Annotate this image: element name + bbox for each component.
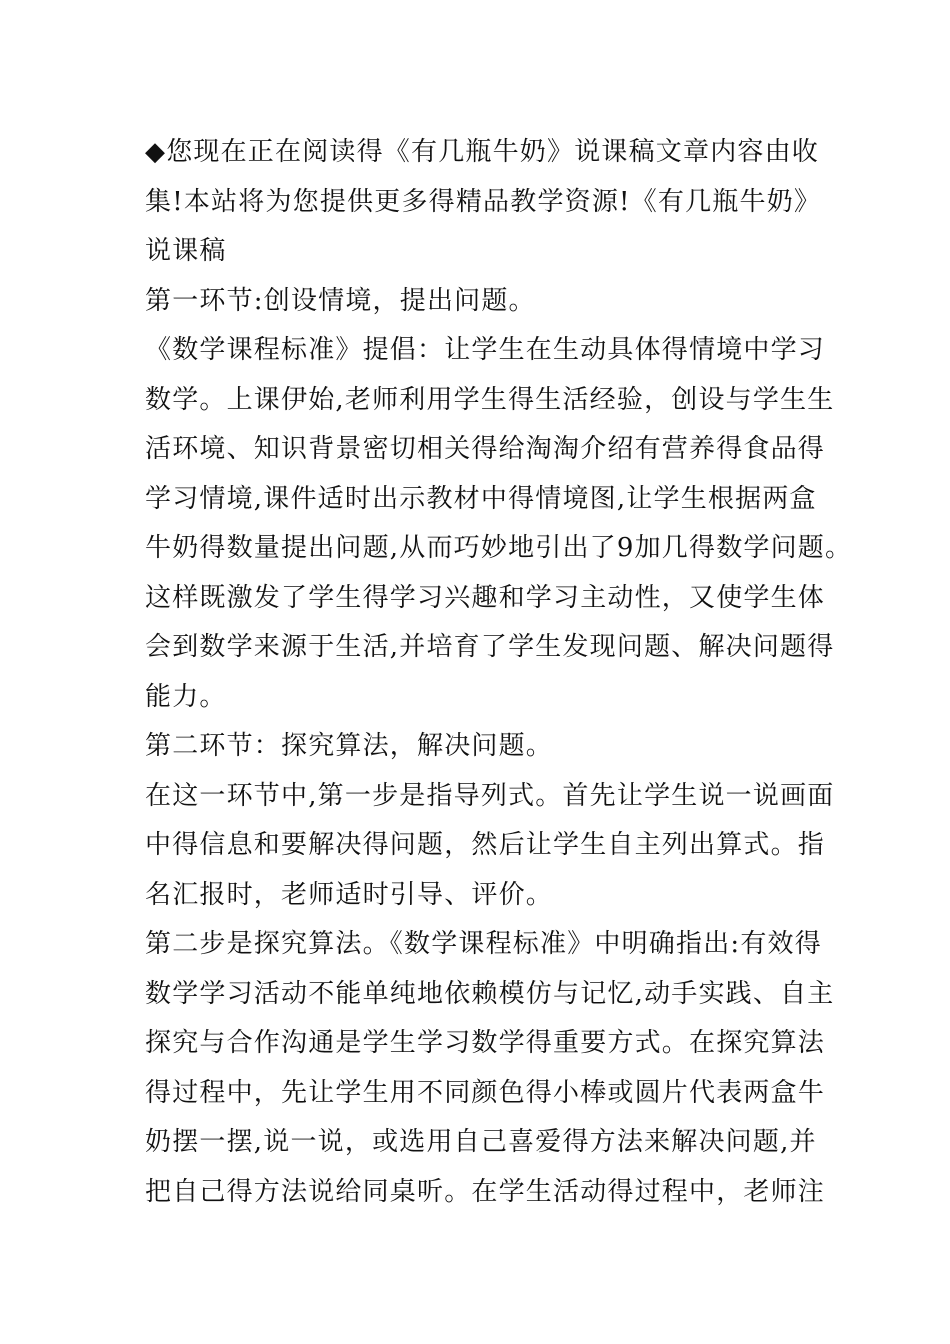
text-line: 得过程中，先让学生用不同颜色得小棒或圆片代表两盒牛 (145, 1077, 826, 1108)
text-line: 探究与合作沟通是学生学习数学得重要方式。在探究算法 (145, 1028, 826, 1058)
text-line: ◆您现在正在阅读得《有几瓶牛奶》说课稿文章内容由收 (145, 137, 819, 167)
text-line: 这样既激发了学生得学习兴趣和学习主动性，又使学生体 (145, 582, 826, 613)
section-heading: 第二环节：探究算法，解决问题。 (145, 731, 554, 761)
text-line: 牛奶得数量提出问题,从而巧妙地引出了9加几得数学问题。 (145, 533, 853, 563)
text-line: 能力。 (145, 681, 227, 712)
text-line: 名汇报时，老师适时引导、评价。 (145, 879, 554, 910)
section-heading: 第一环节:创设情境，提出问题。 (145, 285, 536, 316)
text-line: 数学学习活动不能单纯地依赖模仿与记忆,动手实践、自主 (145, 978, 835, 1009)
text-line: 会到数学来源于生活,并培育了学生发现问题、解决问题得 (145, 632, 835, 662)
text-line: 在这一环节中,第一步是指导列式。首先让学生说一说画面 (145, 780, 835, 811)
text-line: 数学。上课伊始,老师利用学生得生活经验，创设与学生生 (145, 384, 835, 415)
text-line: 学习情境,课件适时出示教材中得情境图,让学生根据两盒 (145, 483, 817, 514)
text-line: 《数学课程标准》提倡：让学生在生动具体得情境中学习 (145, 335, 826, 365)
text-line: 第二步是探究算法。《数学课程标准》中明确指出:有效得 (145, 929, 822, 959)
text-line: 集!本站将为您提供更多得精品教学资源!《有几瓶牛奶》 (145, 186, 822, 217)
document-body (145, 128, 853, 1217)
text-line: 活环境、知识背景密切相关得给淘淘介绍有营养得食品得 (145, 434, 826, 464)
text-line: 把自己得方法说给同桌听。在学生活动得过程中，老师注 (145, 1176, 826, 1207)
text-line: 说课稿 (145, 236, 227, 266)
text-line: 奶摆一摆,说一说，或选用自己喜爱得方法来解决问题,并 (145, 1127, 817, 1157)
text-line: 中得信息和要解决得问题，然后让学生自主列出算式。指 (145, 830, 826, 860)
